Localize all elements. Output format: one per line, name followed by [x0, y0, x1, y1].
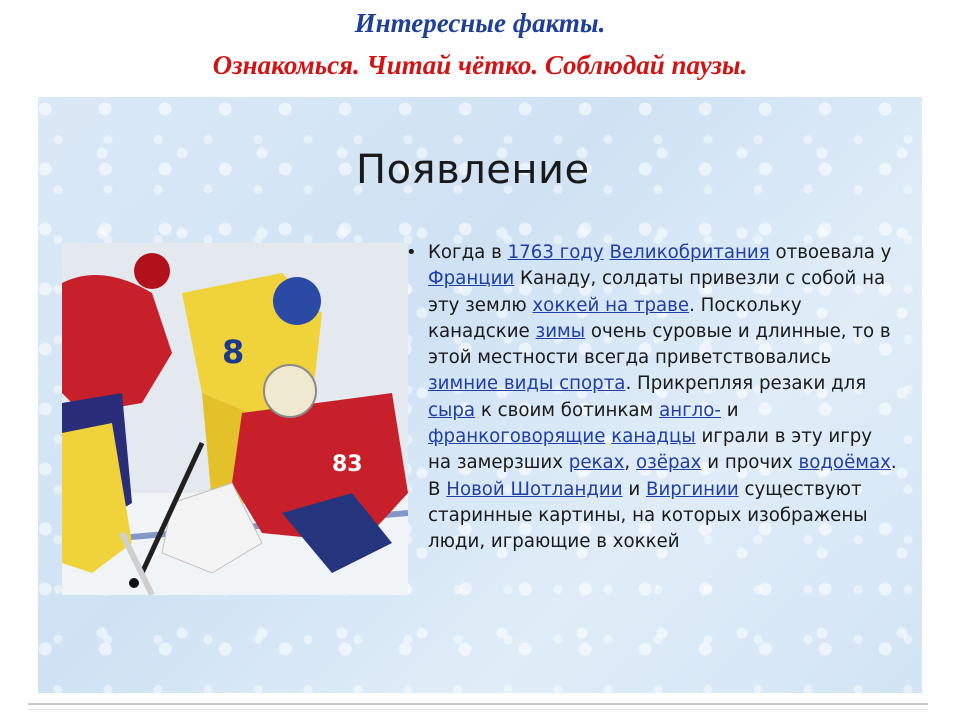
- wiki-link[interactable]: зимы: [535, 320, 586, 342]
- body-paragraph: [406, 240, 898, 556]
- text-segment: . Прикрепляя резаки для: [625, 373, 867, 395]
- slide-title: Появление: [356, 147, 590, 193]
- wiki-link[interactable]: 1763 году: [507, 242, 604, 263]
- jersey-number-8: 8: [222, 333, 245, 371]
- text-segment: отвоевала у: [769, 242, 892, 263]
- slide-panel: [38, 97, 922, 693]
- text-segment: существуют старинные картины, на которых изображены люди, играющие в хоккей: [428, 478, 868, 553]
- wiki-link[interactable]: Виргинии: [645, 478, 739, 500]
- text-segment: ,: [624, 452, 636, 474]
- wiki-link[interactable]: англо-: [659, 399, 721, 421]
- text-segment: Когда в: [428, 242, 508, 263]
- wiki-link[interactable]: сыра: [428, 399, 476, 421]
- hockey-photo: [62, 243, 408, 595]
- wiki-link[interactable]: канадцы: [611, 426, 696, 448]
- wiki-link[interactable]: водоёмах: [798, 452, 891, 474]
- bottom-divider-thin: [28, 709, 928, 710]
- hockey-photo-illustration: [62, 243, 408, 595]
- wiki-link[interactable]: зимние виды спорта: [428, 373, 626, 395]
- wiki-link[interactable]: Франции: [428, 268, 515, 290]
- bottom-divider: [28, 703, 928, 705]
- text-segment: и: [720, 399, 739, 421]
- text-segment: Канаду, солдаты привезли с собой на эту землю: [428, 268, 886, 316]
- body-text: [428, 242, 897, 552]
- wiki-link[interactable]: Великобритания: [609, 242, 770, 263]
- wiki-link[interactable]: хоккей на траве: [532, 294, 690, 316]
- text-segment: очень суровые и длинные, то в этой местности всегда приветствовались: [428, 320, 891, 369]
- text-segment: . Поскольку канадские: [428, 294, 802, 342]
- header-title: Интересные факты.: [354, 8, 606, 38]
- text-segment: играли в эту игру на замерзших: [428, 426, 873, 474]
- jersey-number-83: 83: [332, 452, 363, 477]
- text-segment: . В: [428, 452, 897, 500]
- wiki-link[interactable]: франкоговорящие: [428, 426, 606, 448]
- header-subtitle: Ознакомься. Читай чётко. Соблюдай паузы.: [212, 50, 748, 80]
- text-segment: к своим ботинкам: [475, 399, 660, 421]
- text-segment: и прочих: [701, 452, 799, 474]
- text-segment: и: [622, 478, 646, 500]
- wiki-link[interactable]: Новой Шотландии: [446, 478, 623, 500]
- bullet-icon: •: [406, 242, 417, 263]
- wiki-link[interactable]: озёрах: [636, 452, 702, 474]
- wiki-link[interactable]: реках: [568, 452, 625, 474]
